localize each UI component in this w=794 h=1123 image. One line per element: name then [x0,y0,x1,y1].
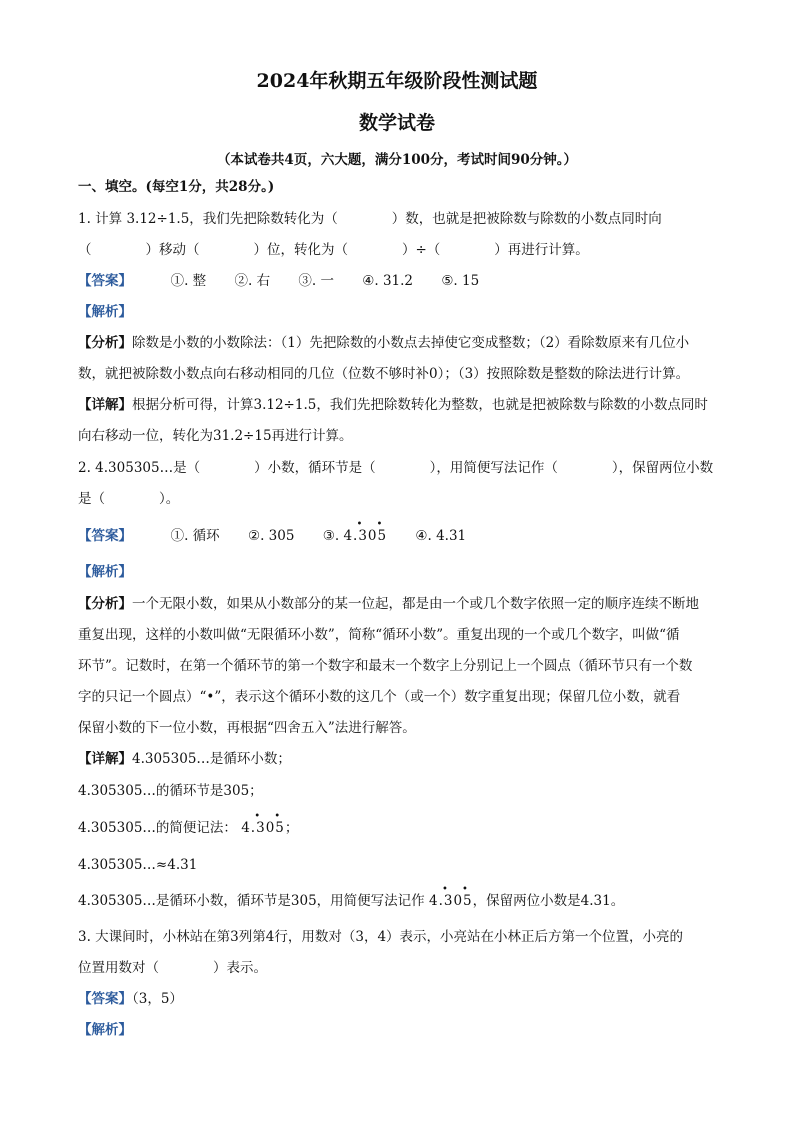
fenxi-label: 【分析】 [78,335,132,351]
answer-label: 【答案】 [78,528,132,544]
answer-label: 【答案】 [78,991,132,1007]
q2-answer-1: ①. 循环 [170,528,220,544]
q2-jiexi-label: 【解析】 [78,564,132,580]
exam-title: 2024年秋期五年级阶段性测试题 [256,70,538,92]
q1-xiangjie-2: 向右移动一位，转化为31.2÷15再进行计算。 [78,428,353,444]
repeat-dot-start: • [356,519,364,530]
exam-note: （本试卷共4页，六大题，满分100分，考试时间90分钟。） [216,152,578,168]
repeat-dot-start: • [254,811,262,822]
q1-xiangjie-text-1: 根据分析可得，计算3.12÷1.5，我们先把除数转化为整数，也就是把被除数与除数的小数点同时 [132,397,708,413]
q1-fenxi-1 [78,334,718,352]
xiangjie-label: 【详解】 [78,751,132,767]
q3-answer: （3，5） [132,991,183,1007]
q2-fenxi-5: 保留小数的下一位小数，再根据“四舍五入”法进行解答。 [78,720,416,736]
q2-detail-4: 4.305305…≈4.31 [78,857,198,873]
q2-detail-2: 4.305305…的循环节是305； [78,783,263,799]
q1-answer-row [78,272,718,290]
q1-answer-4: ④. 31.2 [362,273,414,289]
repeating-decimal: 4.305 • • [343,519,388,544]
q1-answer-2: ②. 右 [234,273,271,289]
q2-detail-5: 4.305305…是循环小数，循环节是305，用简便写法记作 4.305 • • ，保留两位小数是4.31。 [78,884,625,909]
repeating-decimal: 4.305 • • [428,884,473,909]
q2-xiangjie-text-1: 4.305305…是循环小数； [132,751,291,767]
q2-line1: 2. 4.305305…是（ ）小数，循环节是（ ），用简便写法记作（ ），保留两位小数 [78,460,714,476]
q3-line1: 3. 大课间时，小林站在第3列第4行，用数对（3，4）表示，小亮站在小林正后方第一个位置，小亮的 [78,929,684,945]
q1-line1: 1. 计算 3.12÷1.5，我们先把除数转化为（ ）数，也就是把被除数与除数的小数点同时向 [78,211,662,227]
q1-xiangjie-1 [78,396,718,414]
q3-jiexi-label: 【解析】 [78,1022,132,1038]
xiangjie-label: 【详解】 [78,397,132,413]
q1-answer-1: ①. 整 [170,273,207,289]
q2-fenxi-3: 环节”。记数时，在第一个循环节的第一个数字和最末一个数字上分别记上一个圆点（循环节只有一个数 [78,658,693,674]
q2-fenxi-4: 字的只记一个圆点）“•”，表示这个循环小数的这几个（或一个）数字重复出现；保留几位小数，就看 [78,689,681,705]
q1-line2: （ ）移动（ ）位，转化为（ ）÷（ ）再进行计算。 [78,242,589,258]
q2-fenxi-text-1: 一个无限小数，如果从小数部分的某一位起，都是由一个或几个数字依照一定的顺序连续不断地 [132,596,699,612]
q1-fenxi-text-1: 除数是小数的小数除法：（1）先把除数的小数点去掉使它变成整数；（2）看除数原来有几位小 [132,335,690,351]
q3-answer-row [78,990,718,1008]
q2-line2: 是（ ）。 [78,491,180,507]
q2-answer-4: ④. 4.31 [415,528,467,544]
repeating-decimal: 4.305 • • [241,811,285,836]
repeat-dot-end: • [461,884,469,895]
q2-detail-3: 4.305305…的简便记法： 4.305 • • ； [78,811,299,836]
q2-answer-row [78,519,718,545]
q2-fenxi-2: 重复出现，这样的小数叫做“无限循环小数”，简称“循环小数”。重复出现的一个或几个数字，叫做“循 [78,627,680,643]
repeat-dot-end: • [376,519,384,530]
q1-fenxi-2: 数，就把被除数小数点向右移动相同的几位（位数不够时补0）；（3）按照除数是整数的除法进行计算。 [78,366,690,382]
q2-fenxi-1 [78,595,718,613]
q2-answer-3-label: ③. [322,528,340,544]
repeat-dot-end: • [274,811,282,822]
section-heading: 一、填空。(每空1分，共28分。) [78,179,275,195]
q3-line2: 位置用数对（ ）表示。 [78,960,267,976]
repeat-dot-start: • [441,884,449,895]
q2-answer-3 [322,519,388,545]
q1-answer-3: ③. 一 [298,273,334,289]
answer-label: 【答案】 [78,273,132,289]
q2-answer-2: ②. 305 [247,528,295,544]
fenxi-label: 【分析】 [78,596,132,612]
q1-jiexi-label: 【解析】 [78,304,132,320]
q1-answer-5: ⑤. 15 [441,273,480,289]
q2-xiangjie-1 [78,750,718,768]
exam-subtitle: 数学试卷 [358,112,435,134]
